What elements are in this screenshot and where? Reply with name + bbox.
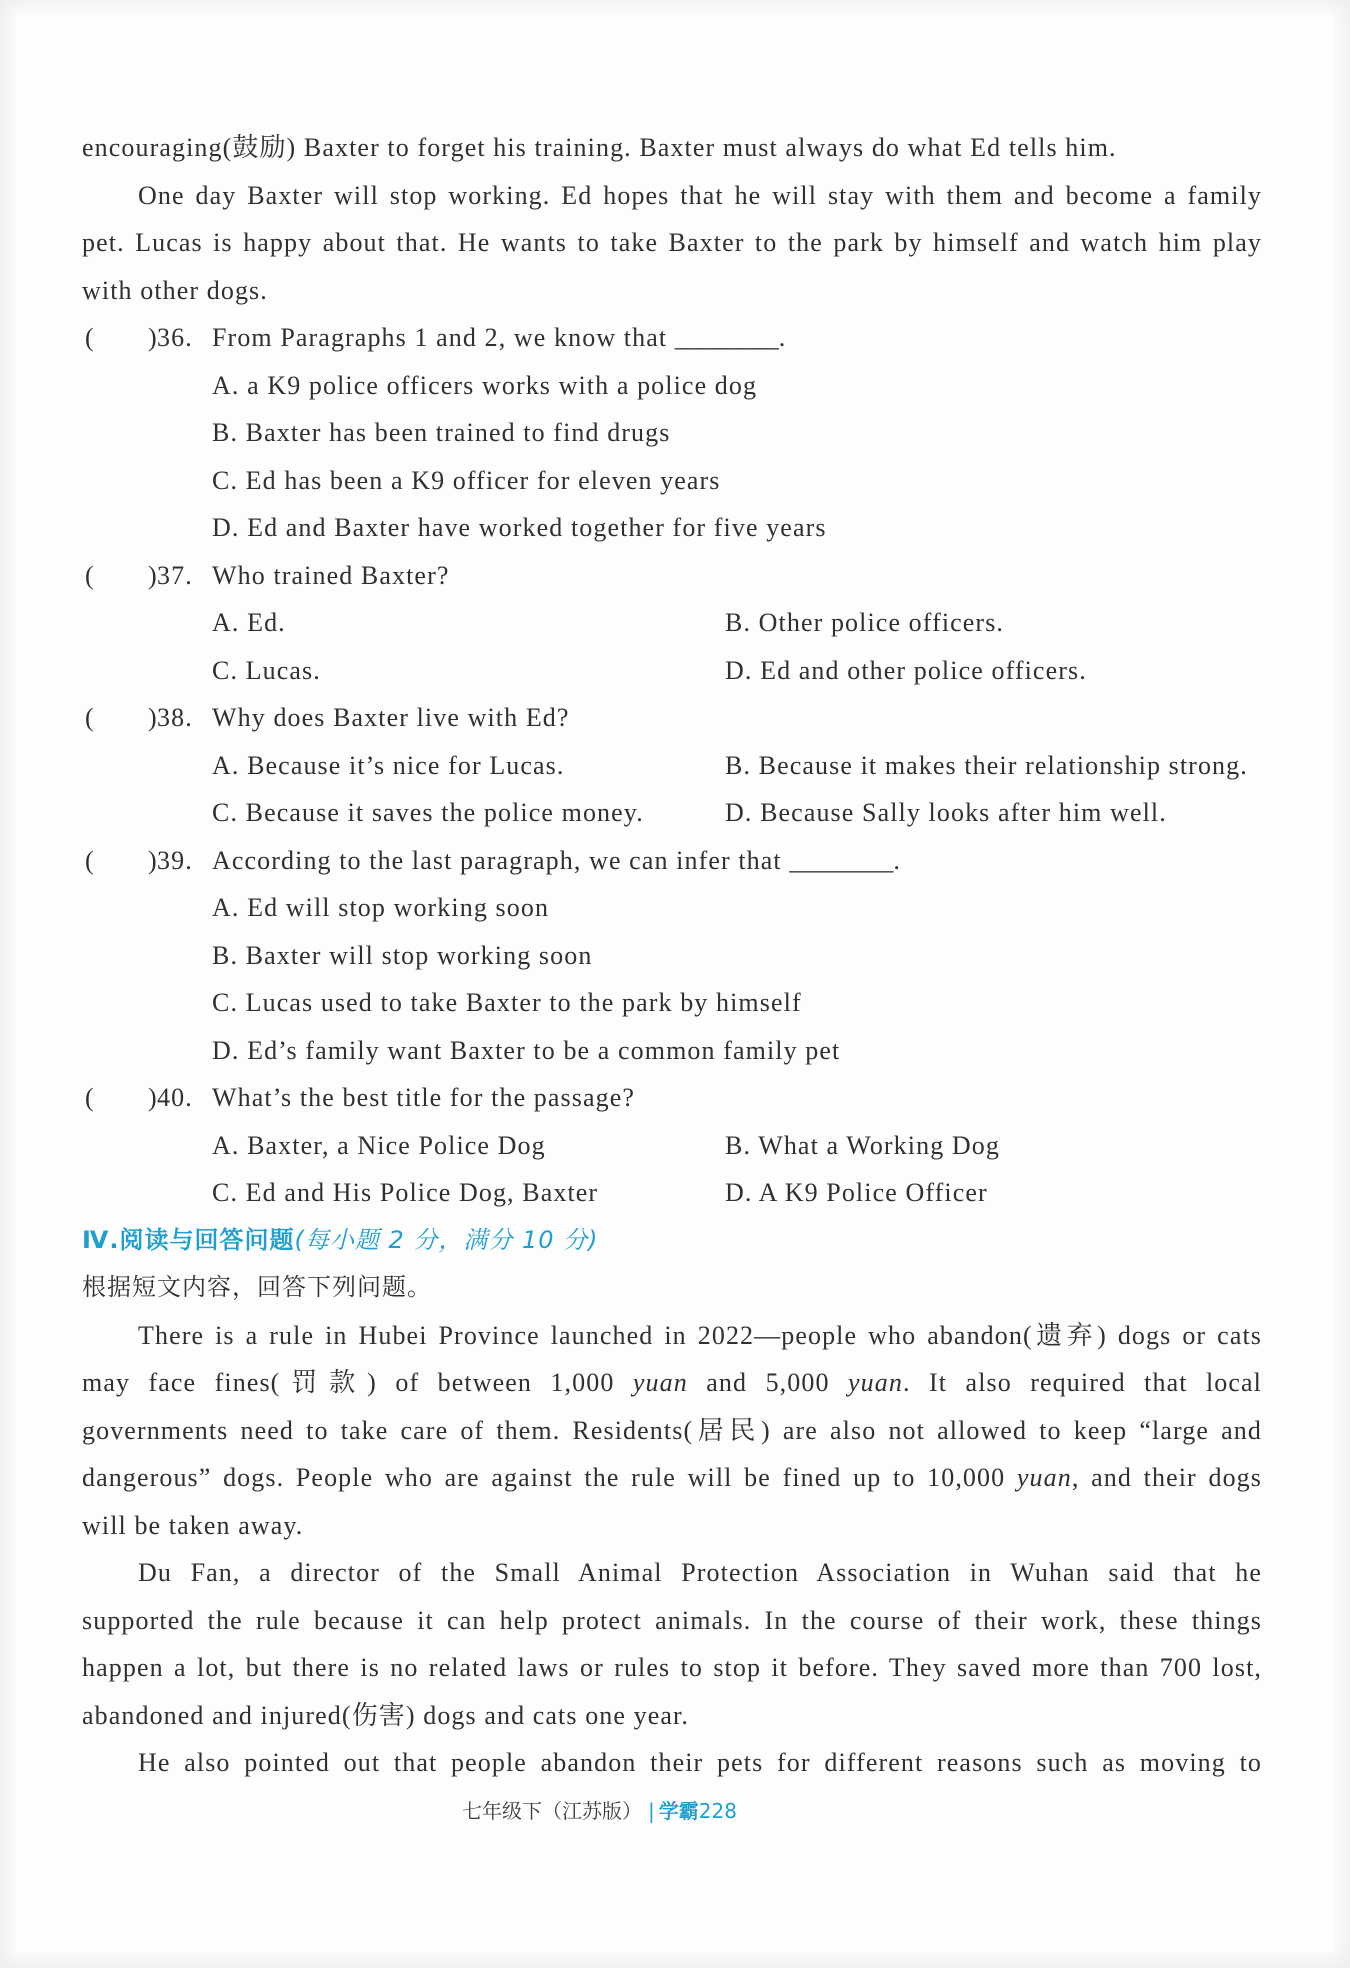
question-text: Who trained Baxter? xyxy=(212,560,450,590)
answer-bracket-close: ) xyxy=(148,703,158,732)
question-number: 38. xyxy=(157,703,193,732)
option-d xyxy=(725,789,1167,837)
option-letter: D. xyxy=(725,798,753,827)
option-text: Other police officers. xyxy=(758,608,1005,637)
option-row xyxy=(82,1122,1262,1170)
question-number: 39. xyxy=(157,845,193,875)
option-row xyxy=(82,932,1262,980)
option-row xyxy=(82,362,1262,410)
question-40 xyxy=(82,1074,1262,1122)
option-text: Ed and His Police Dog, Baxter xyxy=(245,1178,599,1207)
question-number: 37. xyxy=(157,560,193,590)
section-numeral: Ⅳ. xyxy=(82,1225,120,1254)
option-letter: C. xyxy=(212,655,239,685)
passage-line: with other dogs. xyxy=(82,275,268,305)
page-number: 228 xyxy=(698,1799,737,1823)
answer-bracket-open: ( xyxy=(85,560,95,590)
answer-bracket-open: ( xyxy=(85,845,95,875)
option-row xyxy=(82,979,1262,1027)
answer-blank: ________ xyxy=(674,323,779,352)
option-text: What a Working Dog xyxy=(758,1130,1000,1160)
section-scoring: (每小题 2 分，满分 10 分) xyxy=(294,1225,599,1254)
answer-bracket-close: ) xyxy=(148,845,158,875)
answer-bracket-close: ) xyxy=(148,1083,158,1112)
answer-blank: ________ xyxy=(789,845,894,875)
question-text: According to the last paragraph, we can infer that xyxy=(212,845,782,875)
option-row xyxy=(82,884,1262,932)
option-letter: C. xyxy=(212,798,239,827)
option-text: Lucas. xyxy=(245,655,321,685)
option-letter: B. xyxy=(725,750,752,780)
passage-line xyxy=(82,1454,1262,1502)
question-text: From Paragraphs 1 and 2, we know that xyxy=(212,323,668,352)
passage-line: He also pointed out that people abandon their pets for different reasons such as moving to xyxy=(138,1748,1262,1777)
section-instruction: 根据短文内容，回答下列问题。 xyxy=(82,1273,432,1301)
passage-line: encouraging(鼓励) Baxter to forget his training. Baxter must always do what Ed tells him. xyxy=(82,133,1117,162)
option-letter: A. xyxy=(212,893,240,922)
italic-term: yuan xyxy=(848,1368,903,1397)
text-segment: and 5,000 xyxy=(687,1368,849,1397)
option-b xyxy=(725,599,1004,647)
option-text: Lucas used to take Baxter to the park by himself xyxy=(245,988,802,1017)
option-row xyxy=(82,457,1262,505)
question-end-punct: . xyxy=(778,323,787,352)
question-number: 40. xyxy=(157,1083,193,1112)
option-text: Because Sally looks after him well. xyxy=(760,798,1167,827)
section-title: 阅读与回答问题 xyxy=(119,1225,295,1254)
answer-bracket-close: ) xyxy=(148,323,158,352)
answer-bracket-open: ( xyxy=(85,323,95,352)
option-c xyxy=(212,1169,598,1217)
italic-term: yuan xyxy=(1016,1463,1072,1492)
option-row xyxy=(82,1027,1262,1075)
option-row xyxy=(82,409,1262,457)
option-a xyxy=(212,742,565,790)
option-text: Baxter has been trained to find drugs xyxy=(245,418,671,447)
text-segment: . It also required that local xyxy=(902,1368,1263,1397)
question-36 xyxy=(82,314,1262,362)
text-segment: , and their dogs xyxy=(1071,1463,1263,1492)
option-letter: C. xyxy=(212,1178,239,1207)
option-b xyxy=(212,409,670,457)
option-text: Because it’s nice for Lucas. xyxy=(247,750,565,780)
option-text: Ed has been a K9 officer for eleven years xyxy=(245,465,721,495)
option-row xyxy=(82,742,1262,790)
passage-line: One day Baxter will stop working. Ed hopes that he will stay with them and become a family xyxy=(138,180,1262,210)
option-a xyxy=(212,884,549,932)
passage-line: happen a lot, but there is no related laws or rules to stop it before. They saved more than 700 lost, xyxy=(82,1653,1262,1682)
passage-line: pet. Lucas is happy about that. He wants to take Baxter to the park by himself and watch him play xyxy=(82,228,1262,257)
option-text: Because it saves the police money. xyxy=(245,798,644,827)
passage-line: governments need to take care of them. Residents(居民) are also not allowed to keep “large and xyxy=(82,1415,1262,1445)
passage-line: There is a rule in Hubei Province launched in 2022—people who abandon(遗弃) dogs or cats xyxy=(138,1320,1262,1350)
option-d xyxy=(212,1027,840,1075)
option-row xyxy=(82,647,1262,695)
question-37 xyxy=(82,552,1262,600)
option-text: A K9 Police Officer xyxy=(758,1178,988,1207)
option-c xyxy=(212,647,321,695)
option-letter: B. xyxy=(212,418,239,447)
option-c xyxy=(212,789,644,837)
option-letter: D. xyxy=(212,513,240,542)
question-text: What’s the best title for the passage? xyxy=(212,1083,636,1112)
passage-line xyxy=(82,1359,1262,1407)
option-letter: D. xyxy=(725,655,753,685)
text-segment: may face fines(罚款) of between 1,000 xyxy=(82,1368,633,1397)
option-letter: A. xyxy=(212,370,240,400)
option-text: Baxter will stop working soon xyxy=(245,940,593,970)
answer-bracket-open: ( xyxy=(85,1083,95,1112)
option-letter: A. xyxy=(212,750,240,780)
option-letter: A. xyxy=(212,1130,240,1160)
option-text: Ed and other police officers. xyxy=(760,655,1087,685)
option-letter: A. xyxy=(212,608,240,637)
option-letter: D. xyxy=(725,1178,753,1207)
page-footer xyxy=(462,1797,737,1825)
option-b xyxy=(725,1122,1000,1170)
passage-line: abandoned and injured(伤害) dogs and cats one year. xyxy=(82,1700,689,1730)
passage-line: will be taken away. xyxy=(82,1510,304,1540)
option-a xyxy=(212,1122,546,1170)
option-text: Because it makes their relationship strong. xyxy=(758,750,1248,780)
option-c xyxy=(212,457,721,505)
option-b xyxy=(212,932,592,980)
answer-bracket-close: ) xyxy=(148,560,158,590)
option-letter: C. xyxy=(212,988,239,1017)
question-number: 36. xyxy=(157,323,193,352)
option-text: Ed and Baxter have worked together for five years xyxy=(247,513,827,542)
option-letter: C. xyxy=(212,465,239,495)
option-text: Ed will stop working soon xyxy=(247,893,550,922)
question-stem xyxy=(212,314,786,362)
question-38 xyxy=(82,694,1262,742)
option-letter: D. xyxy=(212,1035,240,1065)
page-content xyxy=(82,124,1262,1787)
option-text: a K9 police officers works with a police dog xyxy=(247,370,758,400)
option-row xyxy=(82,504,1262,552)
option-row xyxy=(82,599,1262,647)
option-row xyxy=(82,1169,1262,1217)
option-d xyxy=(725,647,1087,695)
passage-line: supported the rule because it can help protect animals. In the course of their work, these things xyxy=(82,1605,1262,1635)
text-segment: dangerous” dogs. People who are against the rule will be fined up to 10,000 xyxy=(82,1463,1017,1492)
option-text: Ed’s family want Baxter to be a common family pet xyxy=(247,1035,841,1065)
option-d xyxy=(725,1169,988,1217)
footer-grade: 七年级下（江苏版） xyxy=(462,1799,642,1823)
italic-term: yuan xyxy=(632,1368,688,1397)
question-text: Why does Baxter live with Ed? xyxy=(212,703,570,732)
option-letter: B. xyxy=(212,940,239,970)
option-text: Ed. xyxy=(247,608,286,637)
question-stem xyxy=(212,837,901,885)
option-a xyxy=(212,599,286,647)
answer-bracket-open: ( xyxy=(85,703,95,732)
option-text: Baxter, a Nice Police Dog xyxy=(247,1130,546,1160)
question-39 xyxy=(82,837,1262,885)
option-c xyxy=(212,979,802,1027)
question-end-punct: . xyxy=(893,845,901,875)
option-letter: B. xyxy=(725,608,752,637)
passage-line: Du Fan, a director of the Small Animal Protection Association in Wuhan said that he xyxy=(138,1558,1262,1587)
footer-separator: | xyxy=(648,1799,655,1823)
option-row xyxy=(82,789,1262,837)
footer-brand: 学霸 xyxy=(658,1799,699,1823)
section-heading xyxy=(82,1217,1262,1265)
option-a xyxy=(212,362,757,410)
option-letter: B. xyxy=(725,1130,752,1160)
option-b xyxy=(725,742,1248,790)
option-d xyxy=(212,504,827,552)
